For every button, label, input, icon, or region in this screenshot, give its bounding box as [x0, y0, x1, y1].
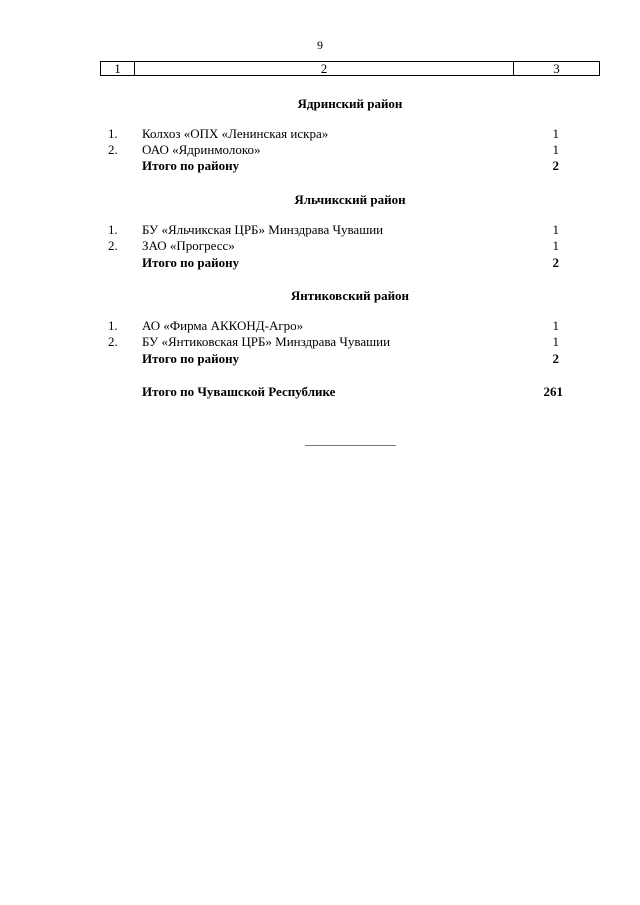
list-item [100, 126, 600, 142]
page-number: 9 [317, 38, 323, 52]
item-name: Колхоз «ОПХ «Ленинская искра» [142, 126, 329, 141]
section-total-value: 2 [552, 158, 559, 173]
list-item [100, 334, 600, 350]
item-qty: 1 [552, 126, 559, 141]
list-item [100, 238, 600, 254]
section-total-label: Итого по району [142, 158, 240, 173]
grand-total-value: 261 [543, 384, 563, 399]
section-total-label: Итого по району [142, 351, 240, 366]
grand-total-label: Итого по Чувашской Республике [142, 384, 336, 399]
section-total-value: 2 [552, 255, 559, 270]
item-qty: 1 [552, 238, 559, 253]
item-number: 1. [108, 126, 118, 141]
item-number: 1. [108, 222, 118, 237]
list-item [100, 222, 600, 238]
item-qty: 1 [552, 318, 559, 333]
item-name: ОАО «Ядринмолоко» [142, 142, 261, 157]
section-total-value: 2 [552, 351, 559, 366]
column-header-3: 3 [553, 61, 560, 76]
end-divider [305, 445, 396, 446]
item-number: 2. [108, 142, 118, 157]
item-qty: 1 [552, 142, 559, 157]
section-title: Яльчикский район [294, 192, 406, 207]
item-number: 2. [108, 334, 118, 349]
item-name: АО «Фирма АККОНД-Агро» [142, 318, 304, 333]
column-header-1: 1 [101, 62, 135, 75]
item-number: 1. [108, 318, 118, 333]
section-total-row [100, 255, 600, 271]
section-total-row [100, 158, 600, 174]
item-name: ЗАО «Прогресс» [142, 238, 235, 253]
section-total-label: Итого по району [142, 255, 240, 270]
list-item [100, 318, 600, 334]
section-title: Янтиковский район [290, 288, 410, 303]
item-qty: 1 [552, 334, 559, 349]
column-header-2: 2 [135, 62, 514, 75]
item-number: 2. [108, 238, 118, 253]
item-name: БУ «Яльчикская ЦРБ» Минздрава Чувашии [142, 222, 384, 237]
item-name: БУ «Янтиковская ЦРБ» Минздрава Чувашии [142, 334, 391, 349]
grand-total-row [100, 384, 600, 400]
section-total-row [100, 351, 600, 367]
list-item [100, 142, 600, 158]
column-header-table [100, 61, 600, 76]
item-qty: 1 [552, 222, 559, 237]
section-title: Ядринский район [297, 96, 403, 111]
